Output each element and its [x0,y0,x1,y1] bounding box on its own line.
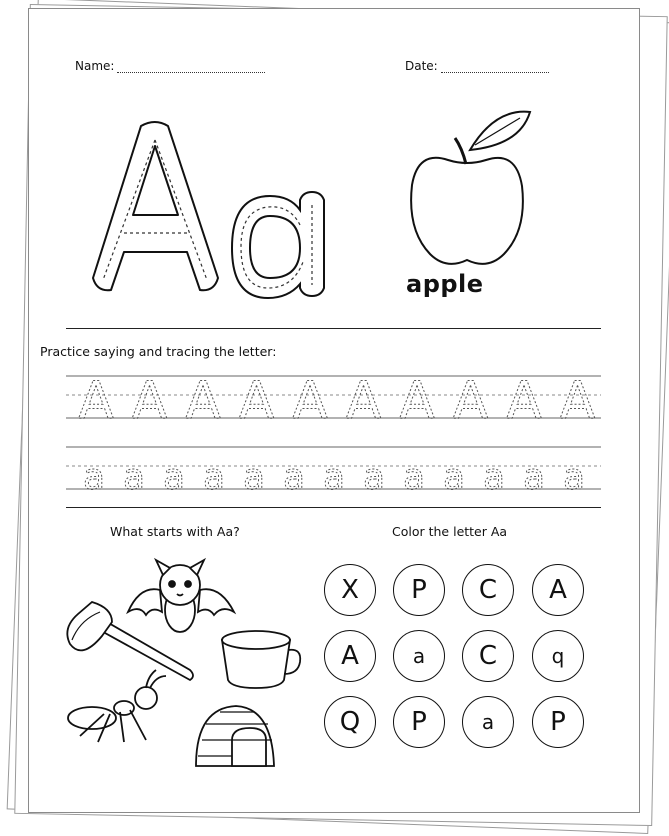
color-letter-circle[interactable]: P [393,564,445,616]
trace-lower-letter[interactable]: a [442,457,466,498]
color-letter-circle[interactable]: A [324,630,376,682]
trace-lower-letter[interactable]: a [482,457,506,498]
color-letter-title: Color the letter Aa [392,524,508,539]
trace-upper-letter[interactable]: A [345,371,382,431]
trace-upper-letter[interactable]: A [292,371,328,431]
trace-upper-letter[interactable]: A [78,371,114,431]
color-letter-circle[interactable]: C [462,564,514,616]
color-letter-circle[interactable]: X [324,564,376,616]
ant-picture [68,670,166,742]
color-letter-circle[interactable]: Q [324,696,376,748]
trace-lower-letter[interactable]: a [402,457,426,498]
trace-upper-letter[interactable]: A [238,371,275,431]
trace-upper-letter[interactable]: A [185,371,221,431]
apple-word: apple [406,270,484,298]
trace-lower-letter[interactable]: a [82,457,106,498]
practice-instruction: Practice saying and tracing the letter: [40,344,277,359]
trace-lower-letter[interactable]: a [562,457,586,498]
trace-lower-letter[interactable]: a [522,457,546,498]
trace-upper-letter[interactable]: A [559,371,596,431]
igloo-picture [196,706,274,766]
trace-upper-letter[interactable]: A [506,371,542,431]
trace-upper-letter[interactable]: A [452,371,489,431]
trace-lower-letter[interactable]: a [362,457,386,498]
color-letter-circle[interactable]: P [393,696,445,748]
color-letter-circle[interactable]: P [532,696,584,748]
trace-upper-letter[interactable]: A [399,371,435,431]
trace-lower-letter[interactable]: a [122,457,146,498]
starts-with-title: What starts with Aa? [110,524,240,539]
date-label: Date: [405,59,438,73]
color-letter-circle[interactable]: q [532,630,584,682]
color-letter-circle[interactable]: a [462,696,514,748]
cup-picture [222,631,300,688]
trace-upper-letter[interactable]: A [131,371,168,431]
bat-picture [128,560,234,632]
trace-lower-letter[interactable]: a [242,457,266,498]
color-letter-circle[interactable]: C [462,630,514,682]
color-letter-circle[interactable]: A [532,564,584,616]
trace-lower-letter[interactable]: a [282,457,306,498]
trace-lower-letter[interactable]: a [162,457,186,498]
name-label: Name: [75,59,115,73]
color-letter-circle[interactable]: a [393,630,445,682]
trace-lower-letter[interactable]: a [322,457,346,498]
trace-lower-letter[interactable]: a [202,457,226,498]
